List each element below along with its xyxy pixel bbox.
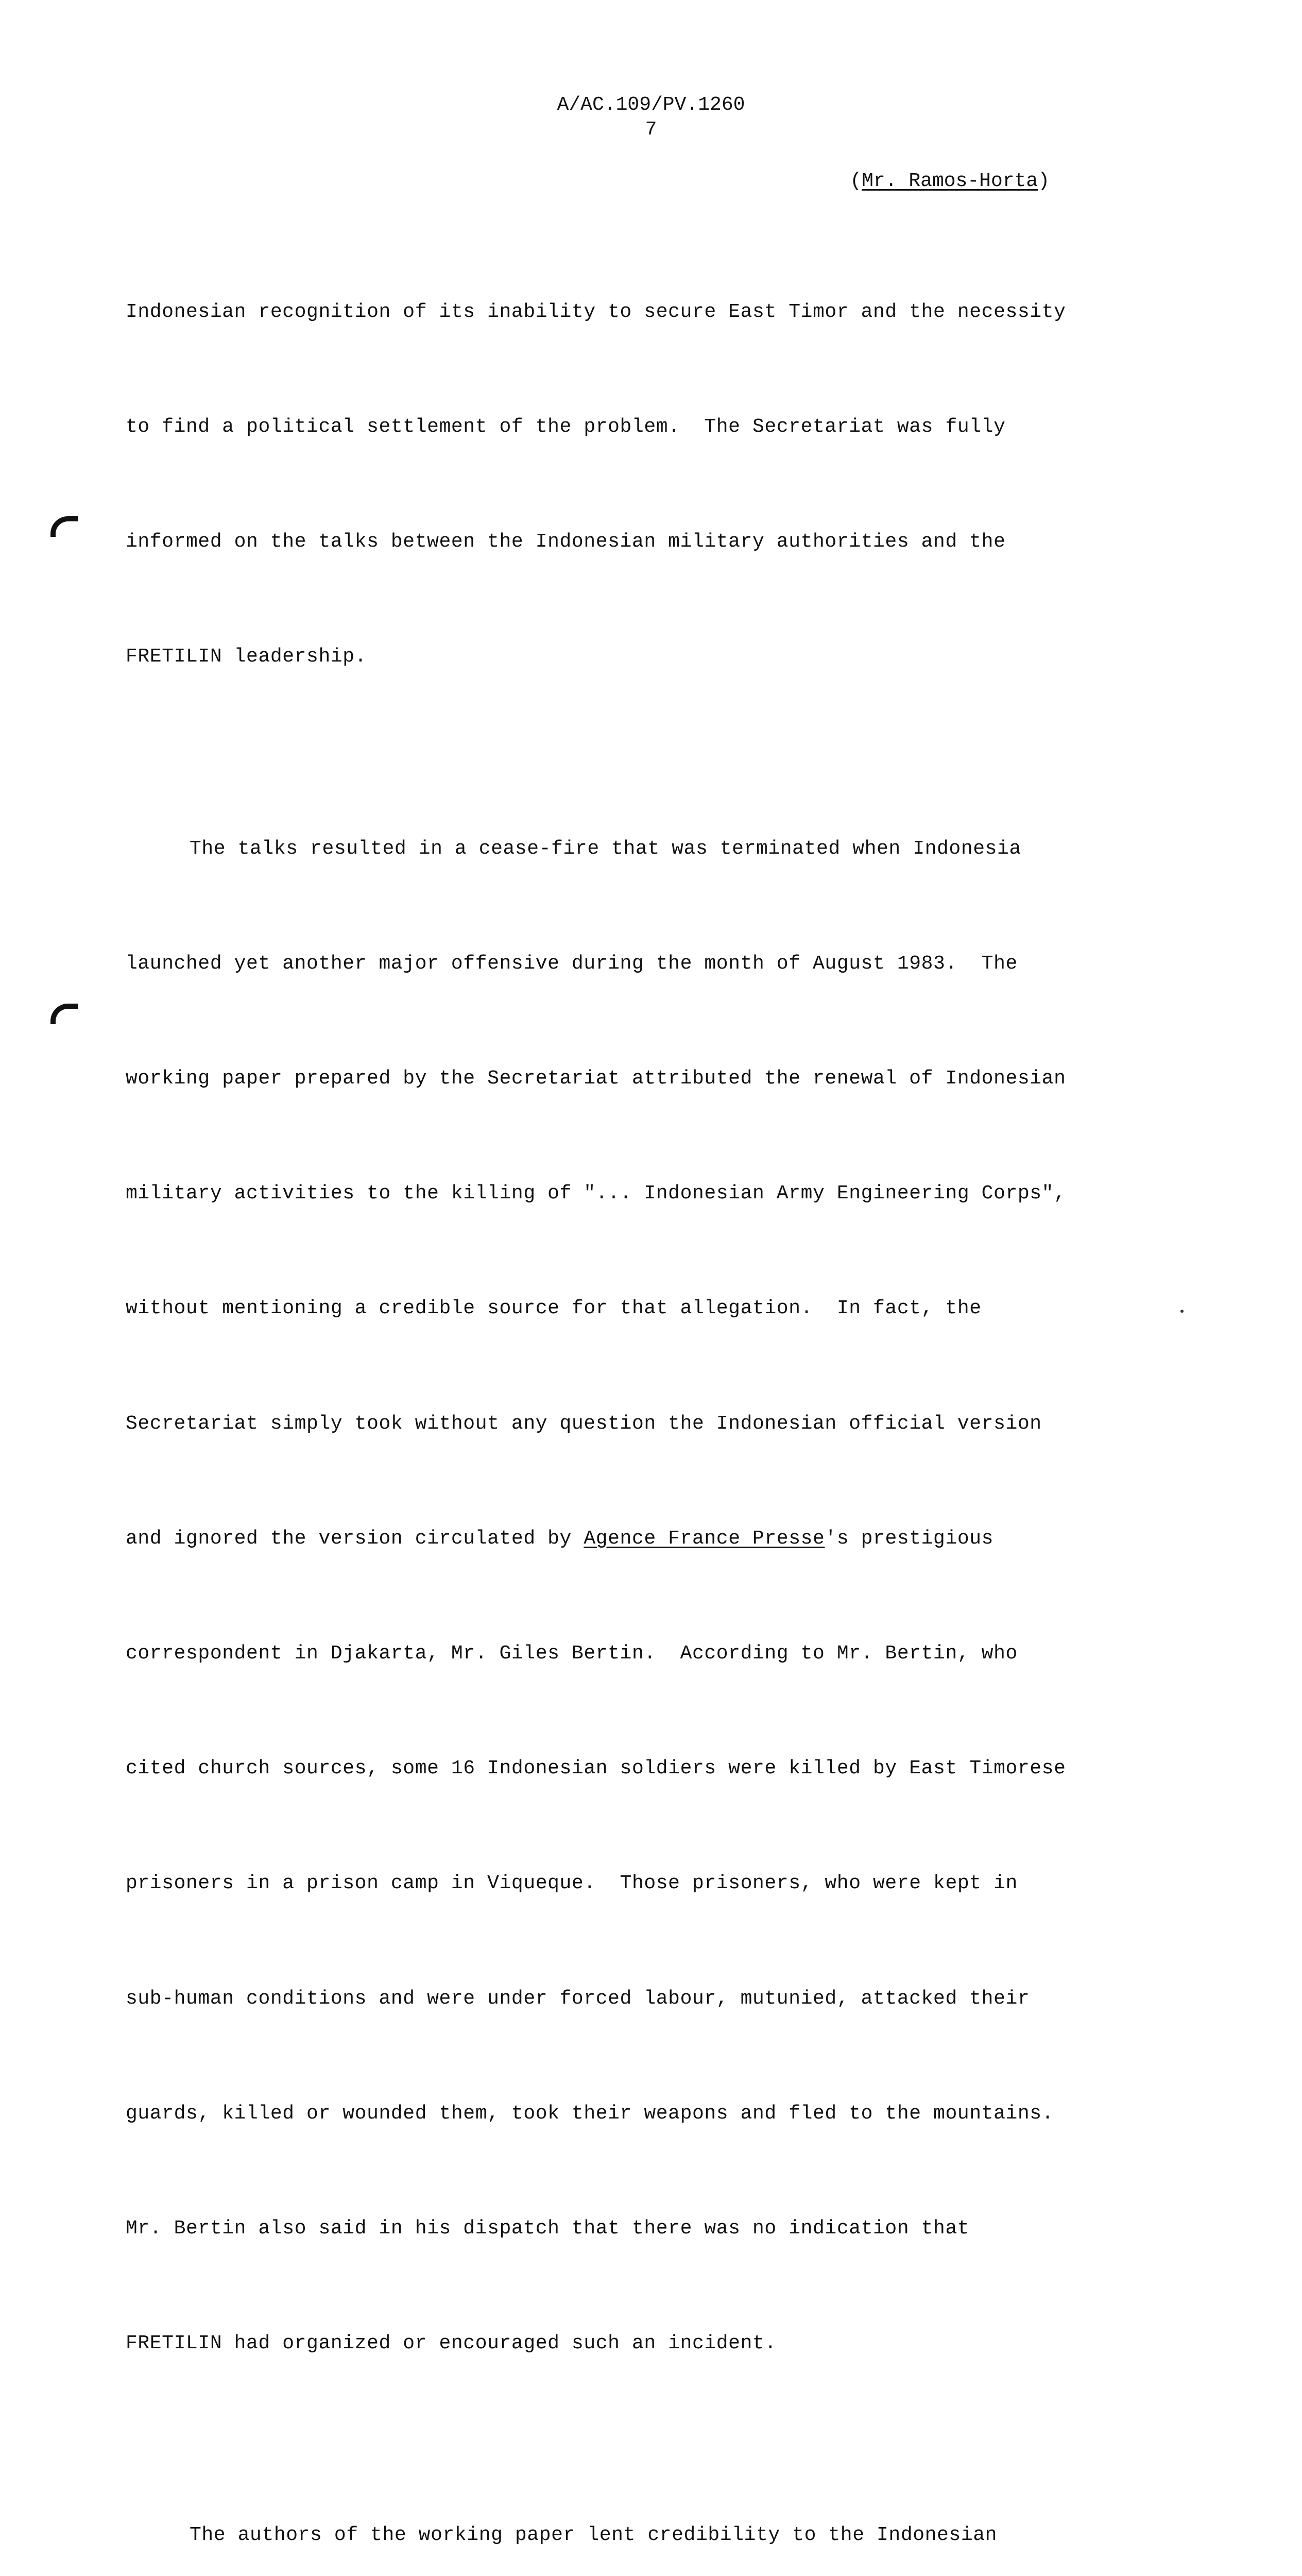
speaker-open-paren: ( [850,170,862,192]
text-line: The authors of the working paper lent credibility to the Indonesian [190,2524,998,2547]
text-segment: 's prestigious [825,1527,994,1550]
binding-mark-bottom [50,1004,78,1024]
binding-mark-top [50,516,78,537]
text-line: prisoners in a prison camp in Viqueque. Those prisoners, who were kept in [126,1872,1018,1895]
text-line: without mentioning a credible source for that allegation. In fact, the [126,1297,982,1320]
document-symbol: A/AC.109/PV.1260 [557,94,745,116]
text-line [126,1520,1156,1558]
document-header [0,93,1302,142]
speaker-close-paren: ) [1038,170,1050,192]
text-line: launched yet another major offensive during the month of August 1983. The [126,952,1018,975]
text-line: Secretariat simply took without any question the Indonesian official version [126,1412,1042,1435]
speaker-name: Mr. Ramos-Horta [862,170,1038,192]
text-line: Mr. Bertin also said in his dispatch that there was no indication that [126,2217,970,2240]
paragraph-2 [126,753,1156,2440]
text-line: FRETILIN leadership. [126,646,367,668]
text-segment: and ignored the version circulated by [126,1527,584,1550]
text-line: The talks resulted in a cease-fire that was terminated when Indonesia [190,837,1021,860]
text-line: Indonesian recognition of its inability to secure East Timor and the necessity [126,300,1066,323]
text-line: working paper prepared by the Secretariat attributed the renewal of Indonesian [126,1067,1066,1090]
text-line: informed on the talks between the Indonesian military authorities and the [126,531,1006,553]
page-number: 7 [645,118,657,141]
margin-speck [1180,1310,1184,1313]
speaker-attribution [850,169,1050,194]
text-line: correspondent in Djakarta, Mr. Giles Bertin. According to Mr. Bertin, who [126,1642,1018,1665]
text-line: FRETILIN had organized or encouraged such an incident. [126,2332,777,2355]
underlined-title: Agence France Presse [584,1527,825,1550]
paragraph-1 [126,216,1156,753]
text-line: sub-human conditions and were under forced labour, mutunied, attacked their [126,1987,1030,2010]
paragraph-3 [126,2440,1156,2576]
document-body [126,216,1156,2576]
text-line: cited church sources, some 16 Indonesian soldiers were killed by East Timorese [126,1757,1066,1780]
text-line: to find a political settlement of the problem. The Secretariat was fully [126,416,1006,438]
text-line: military activities to the killing of "... Indonesian Army Engineering Corps", [126,1182,1066,1205]
text-line: guards, killed or wounded them, took their weapons and fled to the mountains. [126,2102,1054,2125]
